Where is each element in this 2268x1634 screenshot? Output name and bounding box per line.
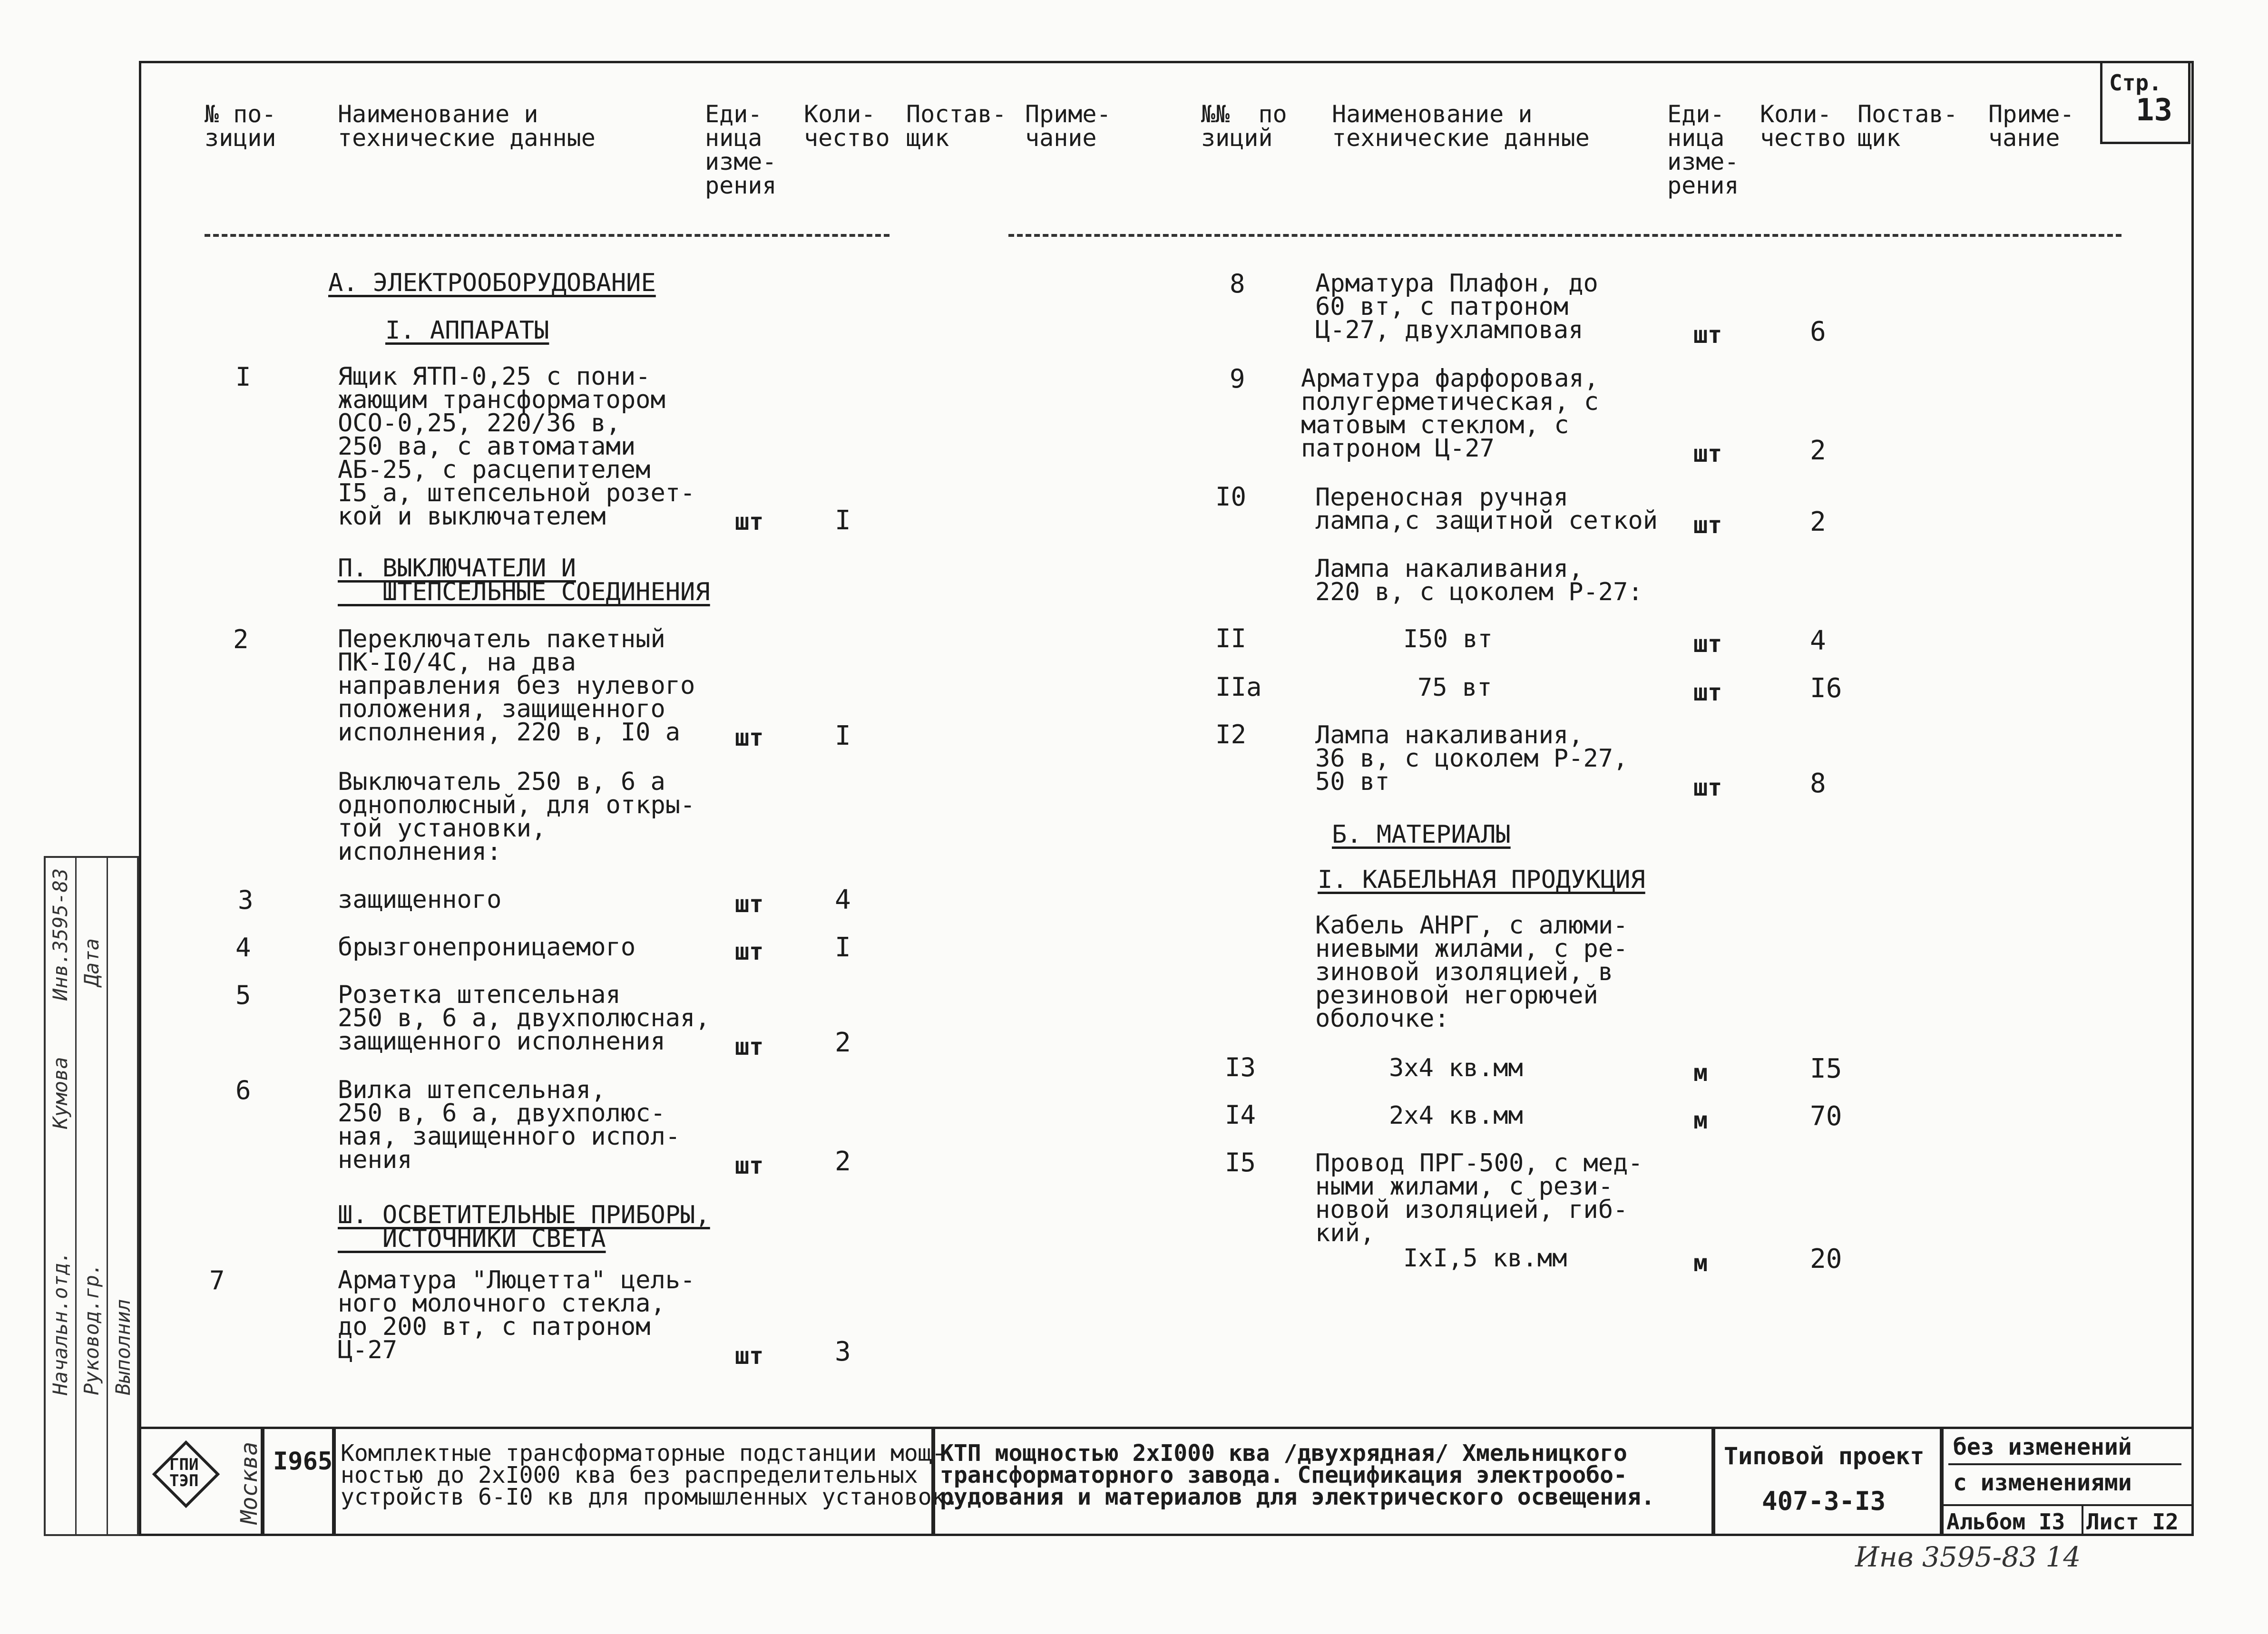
item-cable-group: Кабель АНРГ, с алюми- ниевыми жилами, с ре- зиновой изоляцией, в резиновой негорючей оболочке: xyxy=(1315,911,1628,1033)
titleblock-year: I965 xyxy=(273,1447,333,1476)
titleblock-with-changes: с изменениями xyxy=(1953,1469,2132,1496)
titleblock-description-1: Комплектные трансформаторные подстанции мощ- ностью до 2хI000 ква без распределительных устройств 6-I0 кв для промышленных установок. xyxy=(341,1440,959,1510)
side-stamp-row2: Руковод.гр. xyxy=(80,1263,103,1395)
item-1-name: Ящик ЯТП-0,25 с пони- жающим трансформатором ОСО-0,25, 220/36 в, 250 ва, с автоматами АБ-25, с расцепителем I5 а, штепсельной розет- кой и выключателем xyxy=(338,362,695,531)
item-3-unit: шт xyxy=(735,890,764,918)
item-15-size: IхI,5 кв.мм xyxy=(1403,1244,1567,1273)
pos-11a: IIа xyxy=(1215,672,1262,702)
side-stamp-name: Кумова xyxy=(49,1057,72,1129)
col-header-supplier: Постав- щик xyxy=(906,100,1007,152)
pos-6: 6 xyxy=(235,1075,251,1105)
item-8-name: Арматура Плафон, до 60 вт, с патроном Ц-27, двухламповая xyxy=(1315,269,1598,344)
side-stamp-ref: Инв.3595-83 xyxy=(49,868,72,1001)
titleblock-city: Москва xyxy=(236,1441,263,1524)
col-header-pos-right: №№ по зиций xyxy=(1201,100,1287,152)
item-12-qty: 8 xyxy=(1810,768,1826,799)
col-header-note-right: Приме- чание xyxy=(1988,100,2074,152)
col-header-pos: № по- зиции xyxy=(205,100,276,152)
col-header-name-right: Наименование и технические данные xyxy=(1332,100,1590,152)
item-10-name: Переносная ручная лампа,с защитной сеткой xyxy=(1315,483,1658,535)
titleblock-sheet: Лист I2 xyxy=(2086,1509,2179,1535)
item-14-name: 2х4 кв.мм xyxy=(1389,1101,1523,1130)
pos-9: 9 xyxy=(1230,364,1245,394)
col-header-unit: Еди- ница изме- рения xyxy=(705,100,777,199)
titleblock-logo-cell xyxy=(139,1427,263,1536)
section-lighting: Ш. ОСВЕТИТЕЛЬНЫЕ ПРИБОРЫ, ИСТОЧНИКИ СВЕТА xyxy=(338,1201,710,1253)
item-10-unit: шт xyxy=(1693,511,1722,539)
item-6-name: Вилка штепсельная, 250 в, 6 а, двухполюс- ная, защищенного испол- нения xyxy=(338,1076,681,1174)
item-3-name: защищенного xyxy=(338,885,502,914)
item-15-name: Провод ПРГ-500, с мед- ными жилами, с рези- новой изоляцией, гиб- кий, xyxy=(1315,1149,1643,1247)
titleblock-year-cell xyxy=(263,1427,334,1536)
header-separator-left xyxy=(205,234,890,237)
item-lamp-220-group: Лампа накаливания, 220 в, с цоколем Р-27: xyxy=(1315,554,1643,606)
pos-12: I2 xyxy=(1215,720,1247,749)
logo-text: ГПИ ТЭП xyxy=(169,1455,199,1490)
item-13-name: 3х4 кв.мм xyxy=(1389,1054,1523,1082)
item-5-qty: 2 xyxy=(835,1027,851,1058)
item-6-qty: 2 xyxy=(835,1146,851,1177)
item-11a-qty: I6 xyxy=(1810,673,1842,704)
item-2-unit: шт xyxy=(735,724,764,751)
titleblock-sheet-line xyxy=(1944,1504,2192,1506)
side-stamp xyxy=(44,856,139,1536)
pos-13: I3 xyxy=(1225,1052,1256,1082)
item-9-name: Арматура фарфоровая, полугерметическая, с матовым стеклом, с патроном Ц-27 xyxy=(1301,364,1599,463)
item-15-unit: м xyxy=(1693,1249,1708,1277)
item-6-unit: шт xyxy=(735,1152,764,1179)
page-number-label: Стр. xyxy=(2109,70,2162,96)
pos-5: 5 xyxy=(235,980,251,1010)
pos-1: I xyxy=(235,362,251,392)
pos-3: 3 xyxy=(238,885,254,915)
item-11-name: I50 вт xyxy=(1403,625,1493,653)
item-14-qty: 70 xyxy=(1810,1101,1842,1132)
item-7-unit: шт xyxy=(735,1342,764,1370)
col-header-supplier-right: Постав- щик xyxy=(1857,100,1958,152)
section-cable: I. КАБЕЛЬНАЯ ПРОДУКЦИЯ xyxy=(1318,866,1645,894)
side-stamp-row1: Начальн.отд. xyxy=(49,1251,72,1395)
titleblock-sheet-divider xyxy=(2082,1504,2083,1536)
titleblock-desc1-cell xyxy=(334,1427,959,1536)
col-header-note: Приме- чание xyxy=(1025,100,1111,152)
pos-14: I4 xyxy=(1225,1100,1256,1130)
item-2-qty: I xyxy=(835,720,851,751)
side-stamp-row3: Выполнил xyxy=(111,1299,135,1395)
section-electrical-equipment: А. ЭЛЕКТРООБОРУДОВАНИЕ xyxy=(328,269,656,297)
item-4-unit: шт xyxy=(735,938,764,965)
titleblock-changes-cell xyxy=(1942,1427,2194,1536)
pos-2: 2 xyxy=(233,624,249,654)
item-9-unit: шт xyxy=(1693,440,1722,467)
pos-10: I0 xyxy=(1215,482,1247,512)
item-5-name: Розетка штепсельная 250 в, 6 а, двухполюсная, защищенного исполнения xyxy=(338,981,710,1056)
item-14-unit: м xyxy=(1693,1107,1708,1134)
item-13-qty: I5 xyxy=(1810,1053,1842,1084)
pos-15: I5 xyxy=(1225,1148,1256,1177)
item-switch-group: Выключатель 250 в, 6 а однополюсный, для откры- той установки, исполнения: xyxy=(338,768,695,866)
section-apparatus: I. АППАРАТЫ xyxy=(385,316,549,345)
titleblock-no-changes: без изменений xyxy=(1953,1434,2132,1460)
item-9-qty: 2 xyxy=(1810,435,1826,466)
item-11a-unit: шт xyxy=(1693,679,1722,706)
header-separator-right xyxy=(1008,234,2121,237)
col-header-name: Наименование и технические данные xyxy=(338,100,596,152)
page-number-box xyxy=(2100,61,2190,144)
titleblock-project-cell xyxy=(1713,1427,1942,1536)
item-4-qty: I xyxy=(835,932,851,963)
item-12-unit: шт xyxy=(1693,774,1722,801)
titleblock-desc2-cell xyxy=(933,1427,1713,1536)
pos-11: II xyxy=(1215,623,1247,653)
side-stamp-date-label: Дата xyxy=(80,938,103,986)
pos-7: 7 xyxy=(209,1265,225,1295)
item-11-unit: шт xyxy=(1693,630,1722,658)
col-header-qty: Коли- чество xyxy=(804,100,890,152)
col-header-unit-right: Еди- ница изме- рения xyxy=(1667,100,1739,199)
item-13-unit: м xyxy=(1693,1059,1708,1087)
col-header-qty-right: Коли- чество xyxy=(1760,100,1846,152)
item-10-qty: 2 xyxy=(1810,506,1826,537)
item-15-qty: 20 xyxy=(1810,1244,1842,1274)
pos-4: 4 xyxy=(235,933,251,963)
titleblock-album: Альбом I3 xyxy=(1946,1509,2065,1535)
item-12-name: Лампа накаливания, 36 в, с цоколем Р-27, 50 вт xyxy=(1315,721,1628,796)
item-3-qty: 4 xyxy=(835,885,851,915)
item-8-unit: шт xyxy=(1693,321,1722,349)
section-materials: Б. МАТЕРИАЛЫ xyxy=(1332,820,1511,849)
section-switches: П. ВЫКЛЮЧАТЕЛИ И ШТЕПСЕЛЬНЫЕ СОЕДИНЕНИЯ xyxy=(338,554,710,606)
titleblock-description-2: КТП мощностью 2хI000 ква /двухрядная/ Хмельницкого трансформаторного завода. Спецификация электрообо- рудования и материалов для электрического освещения. xyxy=(940,1440,1655,1510)
item-11-qty: 4 xyxy=(1810,625,1826,656)
item-7-name: Арматура "Люцетта" цель- ного молочного стекла, до 200 вт, с патроном Ц-27 xyxy=(338,1266,695,1364)
item-2-name: Переключатель пакетный ПК-I0/4С, на два направления без нулевого положения, защищенного исполнения, 220 в, I0 а xyxy=(338,625,695,747)
item-11a-name: 75 вт xyxy=(1418,673,1492,702)
pos-8: 8 xyxy=(1230,269,1245,299)
inventory-note: Инв 3595-83 14 xyxy=(1855,1541,2081,1573)
item-1-unit: шт xyxy=(735,508,764,535)
item-8-qty: 6 xyxy=(1810,316,1826,347)
titleblock-changes-line xyxy=(1948,1463,2181,1465)
item-5-unit: шт xyxy=(735,1033,764,1060)
titleblock-project-label: Типовой проект xyxy=(1724,1442,1925,1470)
side-stamp-divider-1 xyxy=(75,858,77,1534)
titleblock-project-number: 407-3-I3 xyxy=(1762,1486,1886,1516)
item-1-qty: I xyxy=(835,505,851,536)
page-number-value: 13 xyxy=(2136,93,2173,128)
item-4-name: брызгонепроницаемого xyxy=(338,933,636,962)
item-7-qty: 3 xyxy=(835,1336,851,1367)
side-stamp-divider-2 xyxy=(107,858,108,1534)
